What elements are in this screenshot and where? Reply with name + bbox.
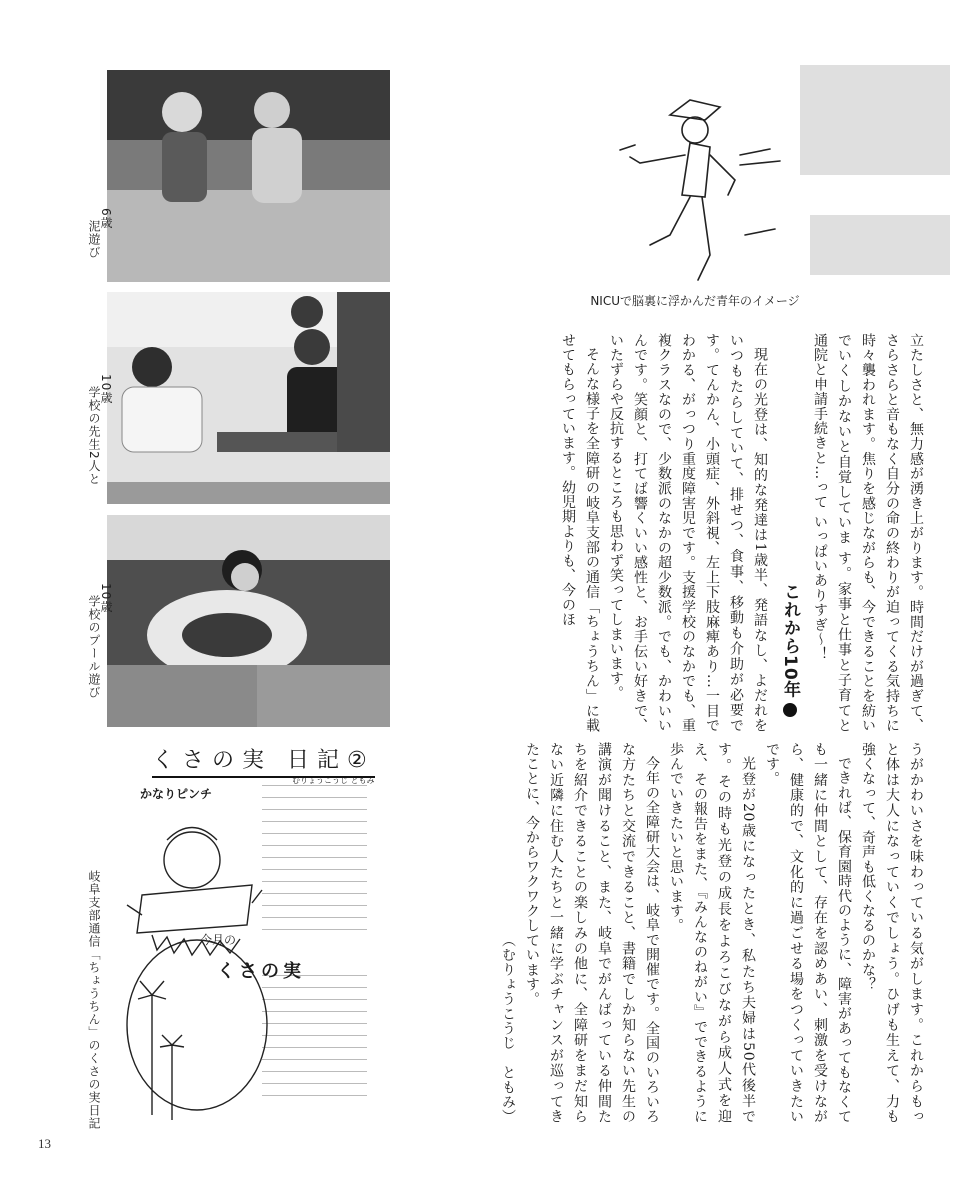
article-paragraph: 光登が20歳になったとき、私たち夫婦は50代後半です。その時も光登の成長をよろこびながら成人式を迎え、その報告をまた、『みんなのねがい』でできるように歩んでいきたいと思います。 xyxy=(668,742,756,1124)
photo-with-teachers xyxy=(107,292,390,504)
article-upper xyxy=(458,333,928,733)
diary-author: むりょうこうじ ともみ xyxy=(292,776,375,785)
sketch-caption: NICUで脳裏に浮かんだ青年のイメージ xyxy=(590,294,800,308)
diary-title: くさの実 日記② xyxy=(152,743,375,778)
young-man-sketch xyxy=(610,85,795,295)
photo-caption: 6歳 泥遊び xyxy=(87,208,113,259)
page-number: 13 xyxy=(38,1136,51,1151)
diary-caption: 岐阜支部通信「ちょうちん」のくさの実日記 xyxy=(87,870,101,1130)
article-paragraph: 現在の光登は、知的な発達は1歳半、発語なし、よだれをいつもたらしていて、排せつ、食事、移動も介助が必要です。てんかん、小頭症、外斜視、左上下肢麻痺あり…一目でわかる、がっつり重度障害児です。支援学校のなかでも、重複クラスなので、少数派のなかの超少数派。でも、かわいいんです。笑顔と、打てば響くいい感性と、お手伝い好きで、いたずらや反抗するところも思わず笑ってしまいます。 xyxy=(608,333,768,733)
diary-subtitle: かなりピンチ xyxy=(140,787,213,801)
article-paragraph: 今年の全障研大会は、岐阜で開催です。全国のいろいろな方たちと交流できること、書籍でしか知らない先生の講演が聞けること、また、岐阜でがんばっている仲間たちを紹介できることの楽しみの他に、全障研をまだ知らない近隣に住む人たちと一緒に学ぶチャンスが巡ってきたことに、今からワクワクしています。 xyxy=(524,742,660,1124)
article-paragraph: そんな様子を全障研の岐阜支部の通信「ちょうちん」に載せてもらっています。幼児期よりも、今のほ xyxy=(560,333,600,733)
article-paragraph: 立たしさと、無力感が湧き上がります。時間だけが過ぎて、さらさらと音もなく自分の命の終わりが迫ってくる気持ちに時々襲われます。焦りを感じながらも、今できることを紡いでいくしかないと自覚していま す。家事と仕事と子育てと通院と申請手続きと…って いっぱいありすぎ～！ xyxy=(812,333,924,733)
photo-caption: 10歳 学校のプール遊び xyxy=(87,583,113,699)
article-paragraph: うがかわいさを味わっている気がします。これからもっと体は大人になっていくでしょう。ひげも生えて、力も強くなって、奇声も低くなるのかな？ xyxy=(860,742,924,1124)
article-lower xyxy=(458,742,928,1124)
section-heading: これから10年 xyxy=(778,333,802,733)
diary-clipping xyxy=(112,735,374,1130)
photo-mud-play xyxy=(107,70,390,282)
diary-month-label: 今月の xyxy=(200,933,237,947)
diary-month-title: くさの実 xyxy=(217,961,305,982)
background-decoration xyxy=(780,55,970,315)
article-paragraph: できれば、保育園時代のように、障害があってもなくても一緒に仲間として、存在を認めあい、刺激を受けながら、健康的で、文化的に過ごせる場をつくっていきたいです。 xyxy=(764,742,852,1124)
author-signature: （むりょうこうじ ともみ） xyxy=(500,932,516,1124)
photo-caption: 10歳 学校の先生2人と xyxy=(87,374,113,486)
photo-pool-play xyxy=(107,515,390,727)
bullet-icon xyxy=(783,703,797,717)
